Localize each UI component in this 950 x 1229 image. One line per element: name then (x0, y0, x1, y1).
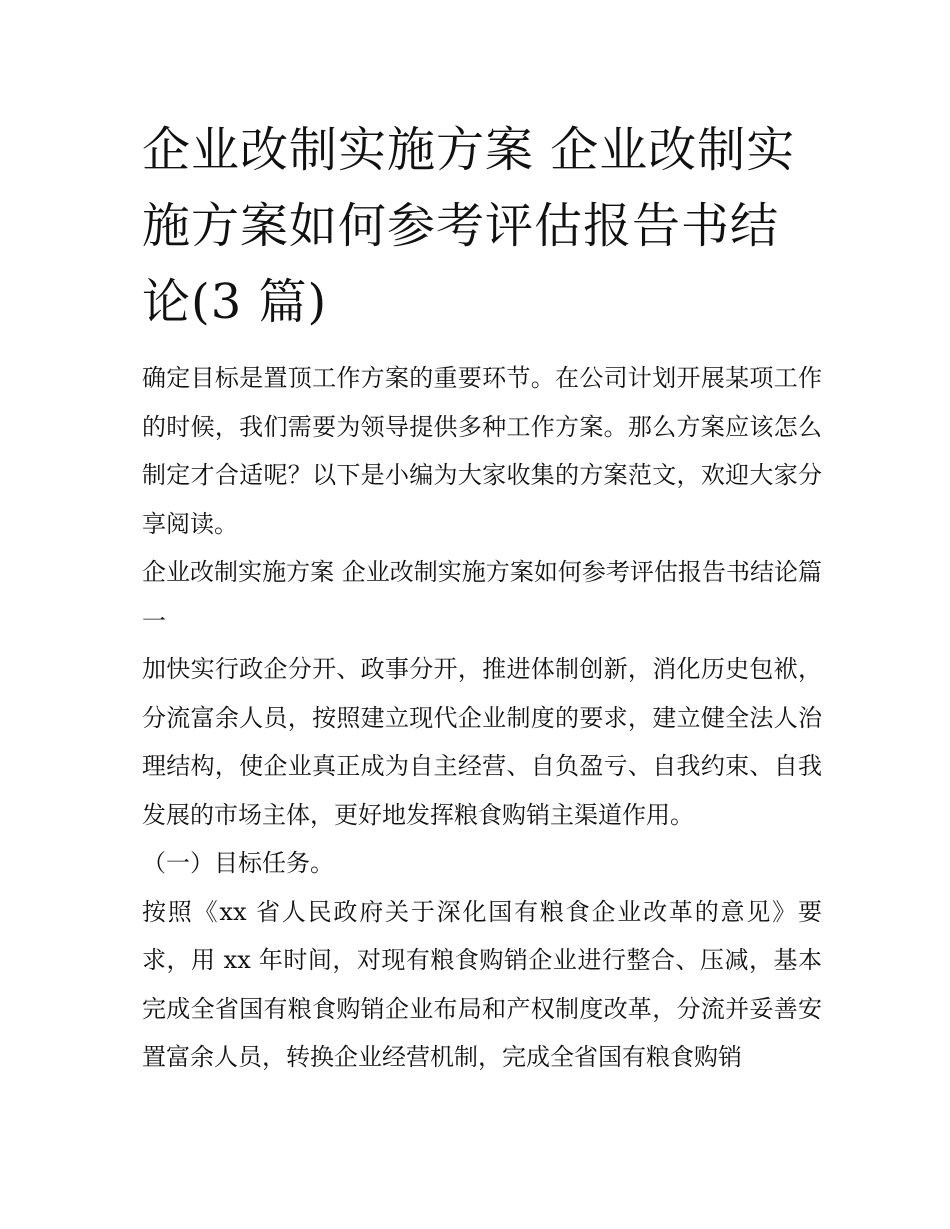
title-line-2: 施方案如何参考评估报告书结 (142, 198, 780, 254)
intro-paragraph: 确定目标是置顶工作方案的重要环节。在公司计划开展某项工作的时候，我们需要为领导提供多种工作方案。那么方案应该怎么制定才合适呢？以下是小编为大家收集的方案范文，欢迎大家分享阅读。 (142, 364, 822, 538)
title-line-3: 论(3 篇) (142, 274, 328, 330)
document-title (142, 112, 822, 340)
subheading-goals: （一）目标任务。 (142, 849, 334, 877)
document-page (142, 112, 822, 1082)
title-line-1: 企业改制实施方案 企业改制实 (142, 122, 796, 178)
body-paragraph-2: 按照《xx 省人民政府关于深化国有粮食企业改革的意见》要求，用 xx 年时间，对现有粮食购销企业进行整合、压减，基本完成全省国有粮食购销企业布局和产权制度改革，分流并妥善安置富余人员，转换企业经营机制，完成全省国有粮食购销 (142, 897, 822, 1071)
section-heading: 企业改制实施方案 企业改制实施方案如何参考评估报告书结论篇一 (142, 558, 822, 635)
body-paragraph-1: 加快实行政企分开、政事分开，推进体制创新，消化历史包袱，分流富余人员，按照建立现代企业制度的要求，建立健全法人治理结构，使企业真正成为自主经营、自负盈亏、自我约束、自我发展的市场主体，更好地发挥粮食购销主渠道作用。 (142, 655, 822, 829)
